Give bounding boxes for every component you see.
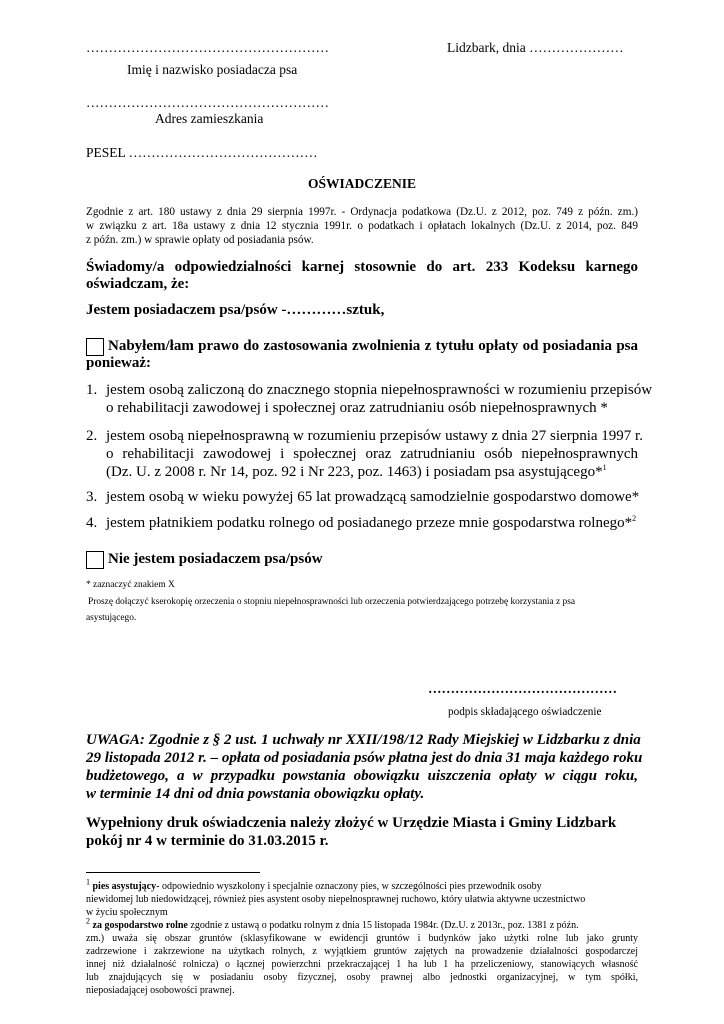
dog-owner-count[interactable]: Jestem posiadaczem psa/psów -…………sztuk, <box>86 302 385 318</box>
attachment-note-line-1: Proszę dołączyć kserokopię orzeczenia o stopniu niepełnosprawności lub orzeczenia potwierdzającego potrzebę korzystania z psa <box>88 597 576 607</box>
attachment-note-line-2: asystującego. <box>86 613 137 623</box>
not-owner-checkbox[interactable] <box>86 551 104 569</box>
footnote-1-term: pies asystujący <box>92 881 157 892</box>
item-2-line-1: jestem osobą niepełnosprawną w rozumieniu przepisów ustawy z dnia 27 sierpnia 1997 r. <box>106 428 643 444</box>
address-label: Adres zamieszkania <box>155 111 264 126</box>
item-number: 3. <box>86 489 98 505</box>
warning-line-4: w terminie 14 dni od dnia powstania obowiązku opłaty. <box>86 786 425 802</box>
mark-x-note: * zaznaczyć znakiem X <box>86 580 175 590</box>
footnote-separator <box>86 872 260 873</box>
item-1-line-1: jestem osobą zaliczoną do znacznego stopnia niepełnosprawności w rozumieniu przepisów <box>106 382 653 398</box>
warning-line-1: UWAGA: Zgodnie z § 2 ust. 1 uchwały nr XXII/198/12 Rady Miejskiej w Lidzbarku z dnia <box>86 732 641 748</box>
legal-basis-line-3: z późn. zm.) w sprawie opłaty od posiadania psów. <box>86 234 314 246</box>
footnote-2-number: 2 <box>86 916 90 926</box>
footnote-2-line-2: zm.) uważa się obszar gruntów (sklasyfikowane w ewidencji gruntów i budynków jako użytki rolne lub jako grunty <box>86 933 638 944</box>
footnote-1-line-1: $^1$ pies asystujący- odpowiednio wyszkolony i specjalnie oznaczony pies, w szczególności pies przewodnik osoby <box>86 877 542 892</box>
submit-line-2: pokój nr 4 w terminie do 31.03.2015 r. <box>86 833 329 849</box>
document-title: OŚWIADCZENIE <box>307 176 417 191</box>
footnote-1-number: 1 <box>86 877 90 887</box>
footnote-2-line-4: innej niż działalność rolnicza) o łącznej powierzchni przekraczającej 1 ha lub 1 ha przeliczeniowy, stanowiących własność <box>86 959 638 970</box>
item-2-line-2: o rehabilitacji zawodowej i społecznej oraz zatrudnianiu osób niepełnosprawnych <box>106 446 638 462</box>
item-3-line-1: jestem osobą w wieku powyżej 65 lat prowadzącą samodzielnie gospodarstwo domowe* <box>106 489 640 505</box>
address-dots[interactable]: ……………………………………………… <box>86 95 329 110</box>
item-number: 1. <box>86 382 98 398</box>
footnote-2-line-1: $^2$ za gospodarstwo rolne zgodnie z ustawą o podatku rolnym z dnia 15 listopada 1984r. (Dz.U. z 2013r., poz. 1381 z późn. <box>86 916 579 931</box>
awareness-line-1: Świadomy/a odpowiedzialności karnej stosownie do art. 233 Kodeksu karnego <box>86 259 638 275</box>
item-number: 2. <box>86 428 98 444</box>
pesel-field[interactable]: PESEL …………………………………… <box>86 145 318 160</box>
place-date-field[interactable]: Lidzbark, dnia ………………… <box>447 40 624 55</box>
footnote-ref-1: 1 <box>602 463 607 472</box>
name-label: Imię i nazwisko posiadacza psa <box>127 62 298 77</box>
item-2-line-3: (Dz. U. z 2008 r. Nr 14, poz. 92 i Nr 223, poz. 1463) i posiadam psa asystującego*$^1$ <box>106 463 607 480</box>
footnote-1-line-3: w życiu społecznym <box>86 907 168 918</box>
item-4-line-1: jestem płatnikiem podatku rolnego od posiadanego przeze mnie gospodarstwa rolnego*$^2$ <box>106 514 637 531</box>
footnote-2-term: za gospodarstwo rolne <box>92 920 188 931</box>
legal-basis-line-2: w związku z art. 18a ustawy z dnia 12 stycznia 1991r. o podatkach i opłatach lokalnych (Dz.U. z 2014, poz. 849 <box>86 220 638 232</box>
footnote-2-line-5: lub znajdujących się w posiadaniu osoby fizycznej, osoby prawnej albo jednostki organizacyjnej, w tym spółki, <box>86 972 638 983</box>
legal-basis-line-1: Zgodnie z art. 180 ustawy z dnia 29 sierpnia 1997r. - Ordynacja podatkowa (Dz.U. z 2012, poz. 749 z późn. zm.) <box>86 206 638 218</box>
exemption-checkbox[interactable] <box>86 338 104 356</box>
signature-label: podpis składającego oświadczenie <box>448 706 602 718</box>
awareness-line-2: oświadczam, że: <box>86 276 190 292</box>
footnote-2-line-6: nieposiadającej osobowości prawnej. <box>86 985 235 996</box>
footnote-2-line-3: zadrzewione i zakrzewione na użytkach rolnych, z wyjątkiem gruntów zajętych na prowadzenie działalności gospodarczej <box>86 946 638 957</box>
signature-line[interactable]: …………………………………… <box>428 681 617 696</box>
not-owner-label: Nie jestem posiadaczem psa/psów <box>108 551 323 567</box>
name-dots[interactable]: ……………………………………………… <box>86 40 329 55</box>
exemption-line-2: ponieważ: <box>86 355 151 371</box>
footnote-1-line-2: niewidomej lub niedowidzącej, również pies asystent osoby niepełnosprawnej ruchowo, który ułatwia aktywne uczestnictwo <box>86 894 586 905</box>
exemption-line-1: Nabyłem/łam prawo do zastosowania zwolnienia z tytułu opłaty od posiadania psa <box>108 338 638 354</box>
item-1-line-2: o rehabilitacji zawodowej i społecznej oraz zatrudnianiu osób niepełnosprawnych * <box>106 400 608 416</box>
warning-line-2: 29 listopada 2012 r. – opłata od posiadania psów płatna jest do dnia 31 maja każdego roku <box>86 750 643 766</box>
warning-line-3: budżetowego, a w przypadku powstania obowiązku uiszczenia opłaty w ciągu roku, <box>86 768 638 784</box>
footnote-ref-2: 2 <box>632 514 637 523</box>
item-number: 4. <box>86 515 98 531</box>
submit-line-1: Wypełniony druk oświadczenia należy złożyć w Urzędzie Miasta i Gminy Lidzbark <box>86 815 617 831</box>
